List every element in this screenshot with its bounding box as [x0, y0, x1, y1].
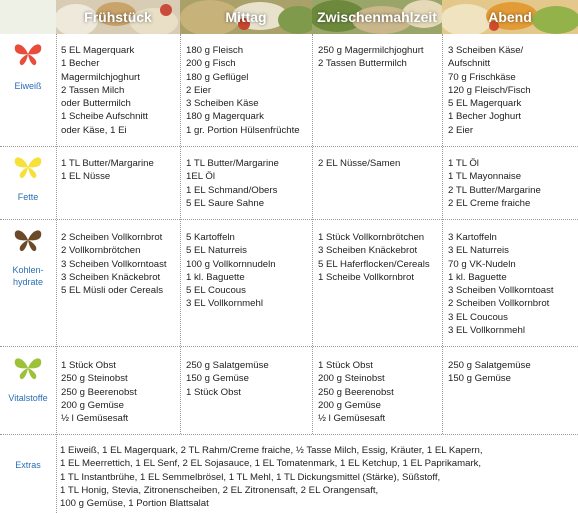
row-label-fette: [0, 155, 56, 203]
column-title: Frühstück: [84, 9, 152, 25]
butterfly-icon: [13, 155, 43, 179]
row-label: Kohlen- hydrate: [12, 265, 44, 287]
row-divider: [0, 346, 578, 347]
row-label-eiweiss: [0, 42, 56, 92]
column-title: Abend: [488, 9, 532, 25]
cell-eiweiss-zwischen: 250 g Magermilchjoghurt 2 Tassen Buttermilch: [318, 45, 424, 70]
butterfly-icon: [13, 228, 43, 252]
cell-vitalstoffe-zwischen: 1 Stück Obst 200 g Steinobst 250 g Beerenobst 200 g Gemüse ½ l Gemüsesaft: [318, 360, 394, 425]
row-divider: [0, 219, 578, 220]
cell-eiweiss-abend: 3 Scheiben Käse/ Aufschnitt 70 g Frischkäse 120 g Fleisch/Fisch 5 EL Magerquark 1 Becher Joghurt 2 Eier: [448, 45, 531, 136]
header-fruehstueck: [56, 0, 180, 34]
extras-line: 1 TL Instantbrühe, 1 EL Semmelbrösel, 1 TL Mehl, 1 TL Dickungsmittel (Stärke), Süßstoff,: [60, 471, 441, 483]
extras-line: 1 TL Honig, Stevia, Zitronenscheiben, 2 EL Zitronensaft, 2 EL Orangensaft,: [60, 484, 379, 496]
row-label: Fette: [17, 192, 39, 202]
cell-fette-fruehstueck: 1 TL Butter/Margarine 1 EL Nüsse: [61, 158, 154, 183]
header-mittag: [180, 0, 312, 34]
extras-list: [60, 444, 570, 510]
column-divider: [180, 34, 181, 434]
cell-kohlenhydrate-mittag: 5 Kartoffeln 5 EL Naturreis 100 g Vollkornnudeln 1 kl. Baguette 5 EL Coucous 3 EL Vollkornmehl: [186, 232, 276, 310]
cell-fette-abend: 1 TL Öl 1 TL Mayonnaise 2 TL Butter/Margarine 2 EL Creme fraiche: [448, 158, 541, 209]
row-label: Eiweiß: [14, 81, 42, 91]
header-corner: [0, 0, 56, 34]
row-label: Extras: [15, 460, 41, 470]
column-title: Mittag: [225, 9, 267, 25]
cell-kohlenhydrate-abend: 3 Kartoffeln 3 EL Naturreis 70 g VK-Nudeln 1 kl. Baguette 3 Scheiben Vollkorntoast 2 Scheiben Vollkornbrot 3 EL Coucous 3 EL Vollkornmehl: [448, 232, 554, 337]
row-label-kohlenhydrate: [0, 228, 56, 288]
cell-vitalstoffe-mittag: 250 g Salatgemüse 150 g Gemüse 1 Stück Obst: [186, 360, 269, 398]
extras-line: 1 Eiweiß, 1 EL Magerquark, 2 TL Rahm/Creme fraiche, ½ Tasse Milch, Essig, Kräuter, 1 EL Kapern,: [60, 445, 483, 456]
column-divider: [312, 34, 313, 434]
row-label-extras: [0, 457, 56, 471]
cell-eiweiss-mittag: 180 g Fleisch 200 g Fisch 180 g Geflügel 2 Eier 3 Scheiben Käse 180 g Magerquark 1 gr. Portion Hülsenfrüchte: [186, 45, 300, 136]
extras-line: 1 EL Meerrettich, 1 EL Senf, 2 EL Sojasauce, 1 EL Tomatenmark, 1 EL Ketchup, 1 EL Paprikamark,: [60, 458, 482, 470]
extras-line: 100 g Gemüse, 1 Portion Blattsalat: [60, 498, 209, 510]
cell-fette-zwischen: 2 EL Nüsse/Samen: [318, 158, 401, 169]
butterfly-icon: [13, 42, 43, 66]
row-label-vitalstoffe: [0, 356, 56, 404]
cell-vitalstoffe-abend: 250 g Salatgemüse 150 g Gemüse: [448, 360, 531, 385]
column-title: Zwischenmahlzeit: [317, 9, 437, 25]
header-abend: [442, 0, 578, 34]
cell-kohlenhydrate-fruehstueck: 2 Scheiben Vollkornbrot 2 Vollkornbrötchen 3 Scheiben Vollkorntoast 3 Scheiben Knäckebrot 5 EL Müsli oder Cereals: [61, 232, 167, 297]
butterfly-icon: [13, 356, 43, 380]
row-label: Vitalstoffe: [8, 393, 48, 403]
header-row: [0, 0, 578, 34]
column-divider: [442, 34, 443, 434]
cell-eiweiss-fruehstueck: 5 EL Magerquark 1 Becher Magermilchjoghurt 2 Tassen Milch oder Buttermilch 1 Scheibe Aufschnitt oder Käse, 1 Ei: [61, 45, 148, 136]
cell-vitalstoffe-fruehstueck: 1 Stück Obst 250 g Steinobst 250 g Beerenobst 200 g Gemüse ½ l Gemüsesaft: [61, 360, 137, 425]
row-divider: [0, 146, 578, 147]
row-divider: [0, 434, 578, 435]
column-divider: [56, 34, 57, 513]
cell-kohlenhydrate-zwischen: 1 Stück Vollkornbrötchen 3 Scheiben Knäckebrot 5 EL Haferflocken/Cereals 1 Scheibe Vollkornbrot: [318, 232, 430, 283]
header-zwischenmahlzeit: [312, 0, 442, 34]
cell-fette-mittag: 1 TL Butter/Margarine 1EL Öl 1 EL Schmand/Obers 5 EL Saure Sahne: [186, 158, 279, 209]
